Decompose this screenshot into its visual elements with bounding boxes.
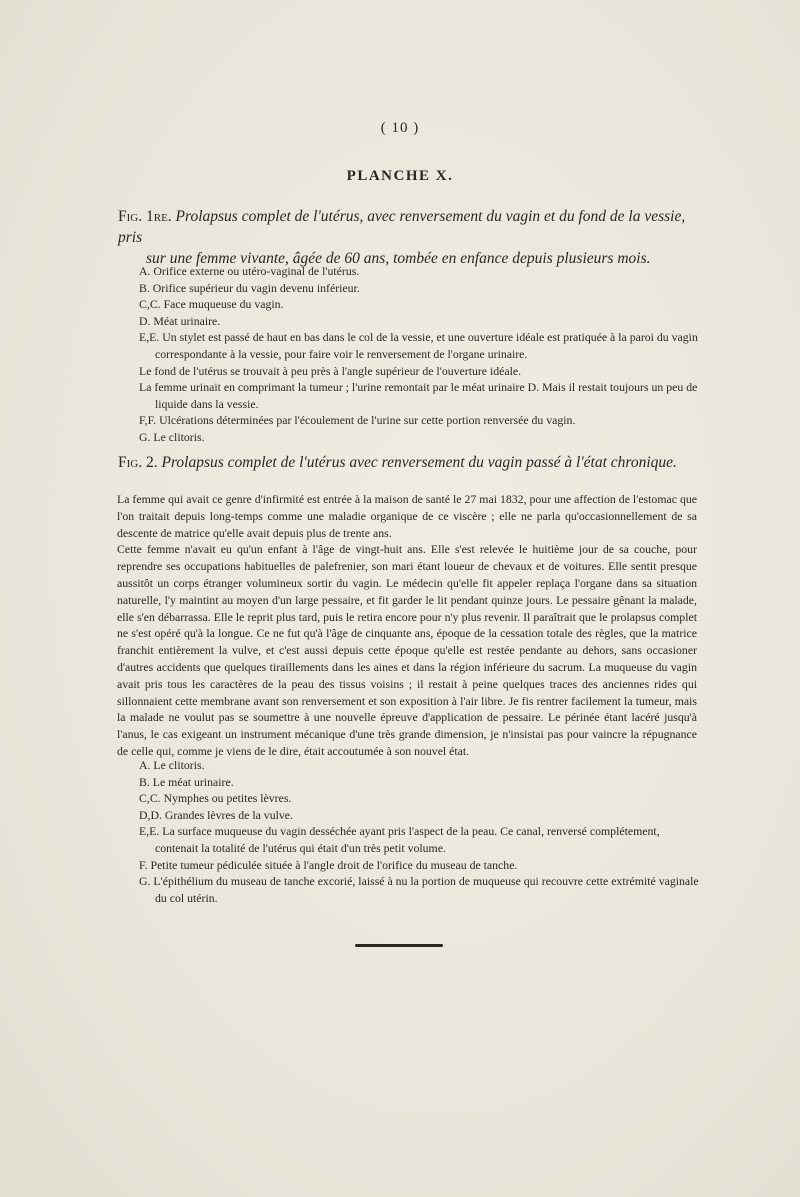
legend-item: La femme urinait en comprimant la tumeur ; l'urine remontait par le méat urinaire D. Mais il restait toujours un peu de liquide dans la vessie. xyxy=(139,380,698,411)
fig2-heading xyxy=(118,452,698,473)
legend-item: D. Méat urinaire. xyxy=(139,313,221,328)
legend-item: A. Le clitoris. xyxy=(139,758,205,772)
legend-item: F,F. Ulcérations déterminées par l'écoulement de l'urine sur cette portion renversée du vagin. xyxy=(139,413,576,428)
legend-item: G. Le clitoris. xyxy=(139,429,205,444)
fig1-heading xyxy=(118,206,698,269)
fig1-label: Fig. 1re. xyxy=(118,208,172,225)
end-rule xyxy=(355,944,443,947)
legend-item: A. Orifice externe ou utéro-vaginal de l'utérus. xyxy=(139,264,360,278)
fig1-legend xyxy=(139,263,699,446)
legend-item: D,D. Grandes lèvres de la vulve. xyxy=(139,807,293,822)
case-description xyxy=(117,491,697,760)
legend-item: B. Le méat urinaire. xyxy=(139,774,234,789)
page-number: ( 10 ) xyxy=(380,120,420,136)
legend-item: Le fond de l'utérus se trouvait à peu près à l'angle supérieur de l'ouverture idéale. xyxy=(139,363,522,378)
fig2-legend xyxy=(139,757,699,906)
body-paragraph: La femme qui avait ce genre d'infirmité est entrée à la maison de santé le 27 mai 1832, pour une affection de l'estomac que l'on traitait depuis long-temps comme une maladie organique de ce viscère ; elle ne parla qu'occasionnellement de sa descente de matrice qu'elle avait depuis plus de trente ans. xyxy=(117,492,697,540)
plate-title: PLANCHE X. xyxy=(346,168,454,184)
legend-item: E,E. Un stylet est passé de haut en bas dans le col de la vessie, et une ouverture idéale est pratiquée à la paroi du vagin correspondante à la vessie, pour faire voir le renversement de l'organe urinaire. xyxy=(139,330,698,361)
legend-item: C,C. Nymphes ou petites lèvres. xyxy=(139,791,292,806)
legend-item: E,E. La surface muqueuse du vagin desséchée ayant pris l'aspect de la peau. Ce canal, renversé complétement, contenait la totalité de l'utérus qui était d'un très petit volume. xyxy=(139,824,660,855)
fig2-title: Prolapsus complet de l'utérus avec renversement du vagin passé à l'état chronique. xyxy=(161,454,677,471)
legend-item: G. L'épithélium du museau de tanche excorié, laissé à nu la portion de muqueuse qui recouvre cette extrémité vaginale du col utérin. xyxy=(139,874,699,905)
legend-item: F. Petite tumeur pédiculée située à l'angle droit de l'orifice du museau de tanche. xyxy=(139,857,518,872)
legend-item: C,C. Face muqueuse du vagin. xyxy=(139,297,284,312)
body-paragraph: Cette femme n'avait eu qu'un enfant à l'âge de vingt-huit ans. Elle s'est relevée le huitième jour de sa couche, pour reprendre ses occupations habituelles de palefrenier, son mari étant loueur de chevaux et de voitures. Elle sentit presque aussitôt un corps étranger volumineux sortir du vagin. Le médecin qu'elle fit appeler replaça l'organe dans sa situation naturelle, l'y maintint au moyen d'un large pessaire, et fit garder le lit pendant quinze jours. Le pessaire gênant la malade, elle s'en débarrassa. Elle le reprit plus tard, puis le retira encore pour n'y plus revenir. Il paraîtrait que le prolapsus complet ne s'est opéré qu'à la longue. Ce ne fut qu'à l'âge de cinquante ans, époque de la cessation totale des règles, que la matrice franchit entièrement la vulve, et c'est aussi depuis cette époque qu'elle est restée pendante au dehors, sans occasioner d'autres accidents que quelques tiraillements dans les aines et dans la région inférieure du sacrum. La muqueuse du vagin avait pris tous les caractères de la peau des tissus voisins ; il restait à peine quelques traces des anciennes rides qui sillonnaient cette membrane avant son renversement et son exposition à l'air libre. Je fis rentrer facilement la tumeur, mais la malade ne voulut pas se soumettre à une nouvelle épreuve d'application de pessaire. Le périnée étant lacéré jusqu'à l'anus, le cas exigeant un instrument mécanique d'une très grande dimension, je n'insistai pas pour vaincre la répugnance de celle qui, comme je viens de le dire, était accoutumée à son nouvel état. xyxy=(117,542,697,758)
fig1-title-line1: Prolapsus complet de l'utérus, avec renversement du vagin et du fond de la vessie, pris xyxy=(118,208,686,246)
fig1-title-line2: sur une femme vivante, âgée de 60 ans, tombée en enfance depuis plusieurs mois. xyxy=(146,250,651,267)
legend-item: B. Orifice supérieur du vagin devenu inférieur. xyxy=(139,280,360,295)
fig2-label: Fig. 2. xyxy=(118,454,158,471)
